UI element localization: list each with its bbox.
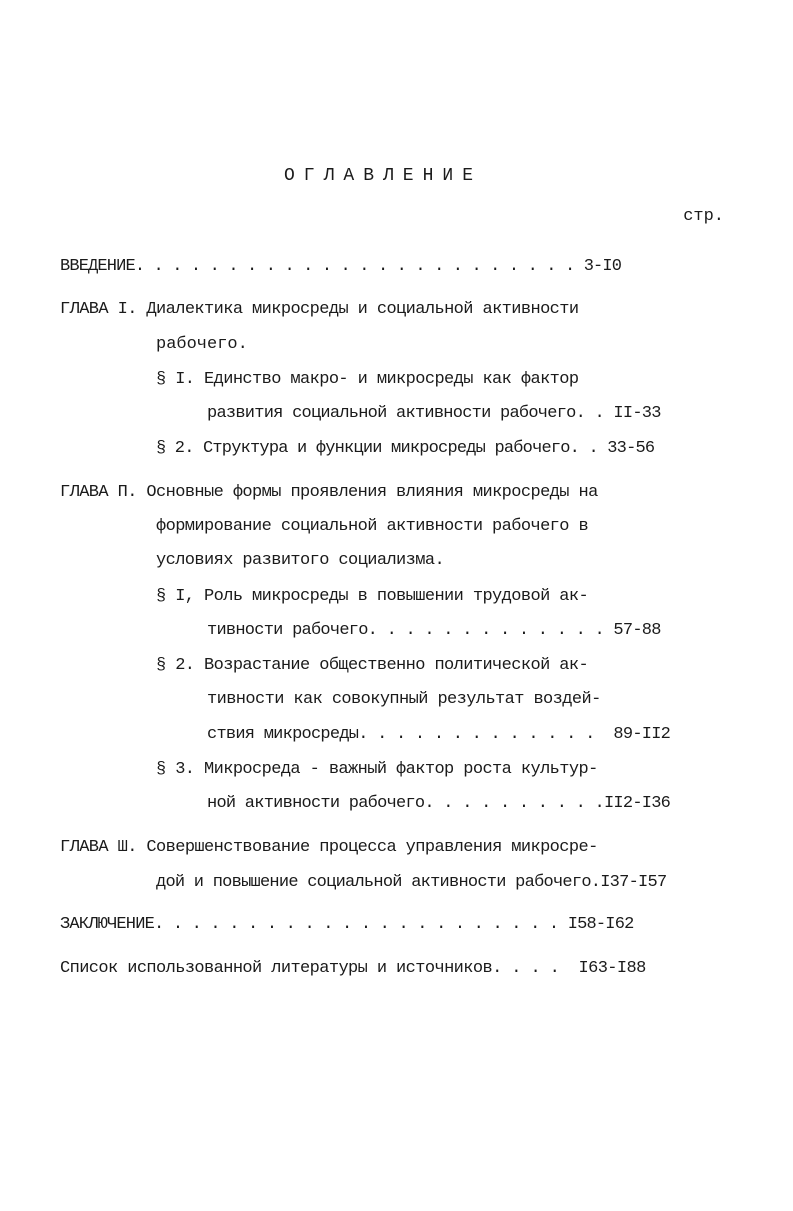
toc-chapter2-line3: условиях развитого социализма. [156,551,445,570]
toc-chapter1-section2-line1: § 2. Структура и функции микросреды рабочего. . 33-56 [156,439,655,458]
toc-chapter2-section2-line3: ствия микросреды. . . . . . . . . . . . . 89-II2 [207,725,671,744]
toc-entry-references: Список использованной литературы и источников. . . . I63-I88 [60,959,646,978]
page-title: ОГЛАВЛЕНИЕ [283,166,483,186]
toc-chapter1-line2: рабочего. [156,335,248,354]
toc-chapter3-line2: дой и повышение социальной активности рабочего.I37-I57 [156,873,667,892]
page-column-label: стр. [683,207,724,226]
toc-entry-intro: ВВЕДЕНИЕ. . . . . . . . . . . . . . . . . . . . . . . . 3-I0 [60,257,622,276]
toc-chapter2-section2-line1: § 2. Возрастание общественно политической ак- [156,656,589,675]
toc-chapter2-section1-line2: тивности рабочего. . . . . . . . . . . . . 57-88 [207,621,661,640]
toc-chapter1-section1-line2: развития социальной активности рабочего. . II-33 [207,404,661,423]
toc-chapter1-section1-line1: § I. Единство макро- и микросреды как фактор [156,370,579,389]
toc-chapter3-line1: ГЛАВА Ш. Совершенствование процесса управления микросре- [60,838,598,857]
toc-chapter2-section3-line2: ной активности рабочего. . . . . . . . . .II2-I36 [207,794,671,813]
toc-chapter1-line1: ГЛАВА I. Диалектика микросреды и социальной активности [60,300,579,319]
toc-entry-conclusion: ЗАКЛЮЧЕНИЕ. . . . . . . . . . . . . . . . . . . . . . I58-I62 [60,915,634,934]
toc-chapter2-section3-line1: § 3. Микросреда - важный фактор роста культур- [156,760,598,779]
toc-chapter2-section2-line2: тивности как совокупный результат воздей- [207,690,601,709]
toc-chapter2-section1-line1: § I, Роль микросреды в повышении трудовой ак- [156,587,589,606]
toc-chapter2-line2: формирование социальной активности рабочего в [156,517,589,536]
toc-chapter2-line1: ГЛАВА П. Основные формы проявления влияния микросреды на [60,483,598,502]
